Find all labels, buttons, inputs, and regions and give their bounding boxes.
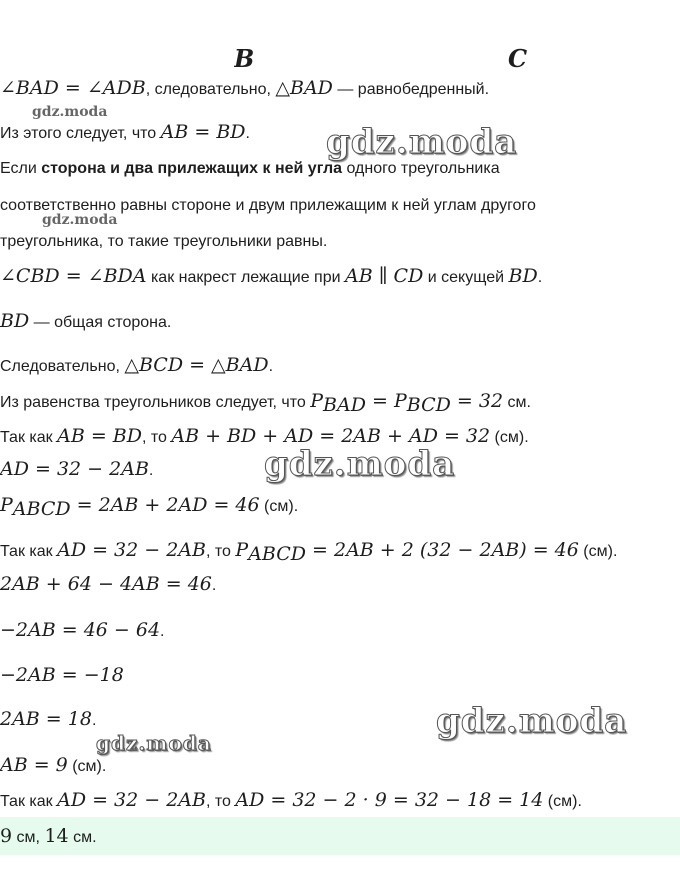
solution-line-10: Так как AB = BD, то AB + BD + AD = 2AB + AD = 32 (см). <box>0 425 529 447</box>
solution-line-12: $P_{ABCD} = 2AB + 2AD = 46$ (см). <box>0 494 299 521</box>
solution-line-4: соответственно равны стороне и двум прилежащим к ней углам другого <box>0 197 536 214</box>
solution-line-9: Из равенства треугольников следует, что $P_{BAD} = P_{BCD} = 32$ см. <box>0 390 531 417</box>
solution-line-15: −2AB = 46 − 64. <box>0 619 165 641</box>
solution-line-11: AD = 32 − 2AB. <box>0 458 154 480</box>
answer-line: 9 см, 14 см. <box>0 825 97 847</box>
solution-line-8: Следовательно, △BCD = △BAD. <box>0 354 274 376</box>
solution-line-14: 2AB + 64 − 4AB = 46. <box>0 573 217 595</box>
solution-line-13: Так как AD = 32 − 2AB, то $P_{ABCD} = 2AB + 2$ (32 − 2AB) = 46 (см). <box>0 539 618 566</box>
solution-line-5: треугольника, то такие треугольники равны. <box>0 233 328 250</box>
solution-line-18: AB = 9 (см). <box>0 754 107 776</box>
point-label-c: C <box>508 44 528 72</box>
answer-box <box>0 817 680 855</box>
watermark: gdz.moda <box>96 731 212 755</box>
watermark: gdz.moda <box>436 701 628 741</box>
solution-line-2: Из этого следует, что AB = BD. <box>0 121 250 143</box>
solution-line-3: Если сторона и два прилежащих к ней угла одного треугольника <box>0 160 500 177</box>
solution-line-6: ∠CBD = ∠BDA как накрест лежащие при AB ∥ CD и секущей BD. <box>0 265 543 287</box>
solution-line-19: Так как AD = 32 − 2AB, то AD = 32 − 2 · 9 = 32 − 18 = 14 (см). <box>0 789 582 811</box>
solution-line-16: −2AB = −18 <box>0 664 124 686</box>
solution-line-17: 2AB = 18. <box>0 708 97 730</box>
watermark: gdz.moda <box>264 444 456 484</box>
watermark: gdz.moda <box>42 212 118 228</box>
point-label-b: B <box>234 44 255 72</box>
solution-line-1: ∠BAD = ∠ADB, следовательно, △BAD — равнобедренный. <box>0 77 490 99</box>
watermark: gdz.moda <box>32 104 108 120</box>
solution-line-7: BD — общая сторона. <box>0 310 172 332</box>
watermark: gdz.moda <box>326 122 518 162</box>
